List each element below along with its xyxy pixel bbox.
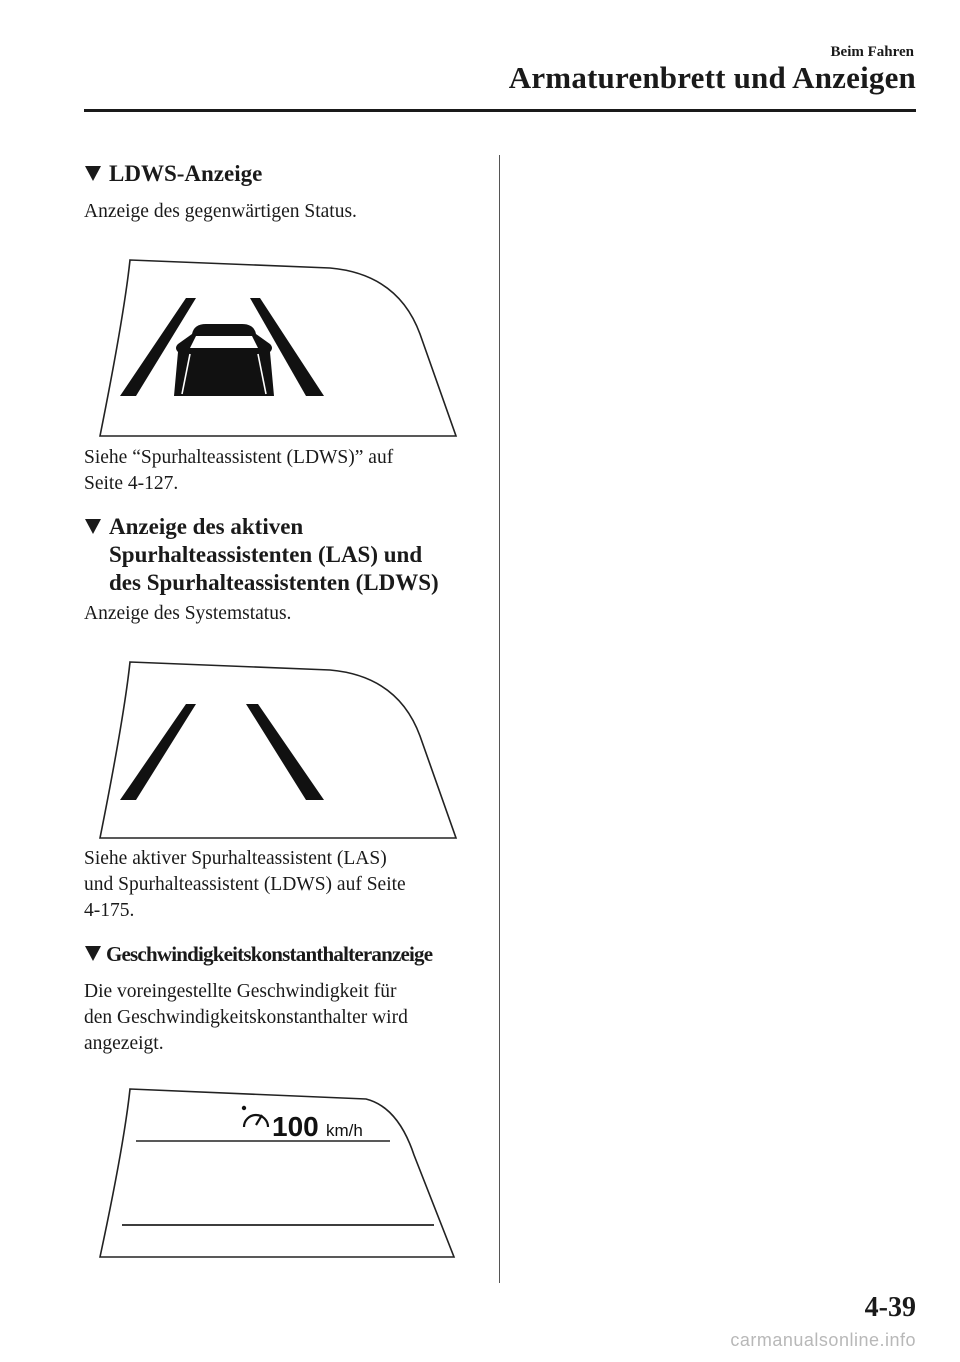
cruise-speed-value: 100 [272,1111,319,1142]
section-title-line: des Spurhalteassistenten (LDWS) [109,570,439,595]
column-divider [499,155,500,1283]
watermark-text: carmanualsonline.info [730,1330,916,1350]
triangle-bullet-icon [84,944,102,962]
chapter-title: Armaturenbrett und Anzeigen [508,60,916,95]
triangle-bullet-icon [84,164,102,182]
triangle-bullet-icon [84,517,102,535]
speedometer-icon [242,1106,268,1127]
section-reference-line: Seite 4-127. [84,473,179,494]
ldws-indicator-figure [98,256,460,442]
section-reference-line: 4-175. [84,900,135,921]
section-body-line: angezeigt. [84,1033,164,1054]
section-reference-line: Siehe “Spurhalteassistent (LDWS)” auf [84,447,394,468]
section-title-line: Anzeige des aktiven [109,514,304,539]
section-reference-line: und Spurhalteassistent (LDWS) auf Seite [84,874,406,895]
section-title-line: Spurhalteassistenten (LAS) und [109,542,423,567]
section-intro: Anzeige des gegenwärtigen Status. [84,201,357,222]
section-heading-ldws [84,160,484,188]
section-title: LDWS-Anzeige [109,161,263,186]
section-title: Geschwindigkeitskonstanthalteranzeige [106,942,433,966]
page-number: 4-39 [864,1292,916,1323]
las-ldws-indicator-figure [98,658,460,844]
cruise-speed-indicator-figure [98,1085,460,1261]
cruise-speed-unit: km/h [326,1121,363,1140]
section-body-line: den Geschwindigkeitskonstanthalter wird [84,1007,408,1028]
section-intro: Anzeige des Systemstatus. [84,603,292,624]
section-body-line: Die voreingestellte Geschwindigkeit für [84,981,397,1002]
chapter-section-label: Beim Fahren [830,44,914,60]
section-heading-cruise [84,940,494,968]
section-reference-line: Siehe aktiver Spurhalteassistent (LAS) [84,848,387,869]
vehicle-icon [174,324,274,396]
lane-line-right [246,704,324,800]
section-heading-las-ldws [84,513,494,597]
lane-line-left [120,704,196,800]
header-rule [84,109,916,112]
